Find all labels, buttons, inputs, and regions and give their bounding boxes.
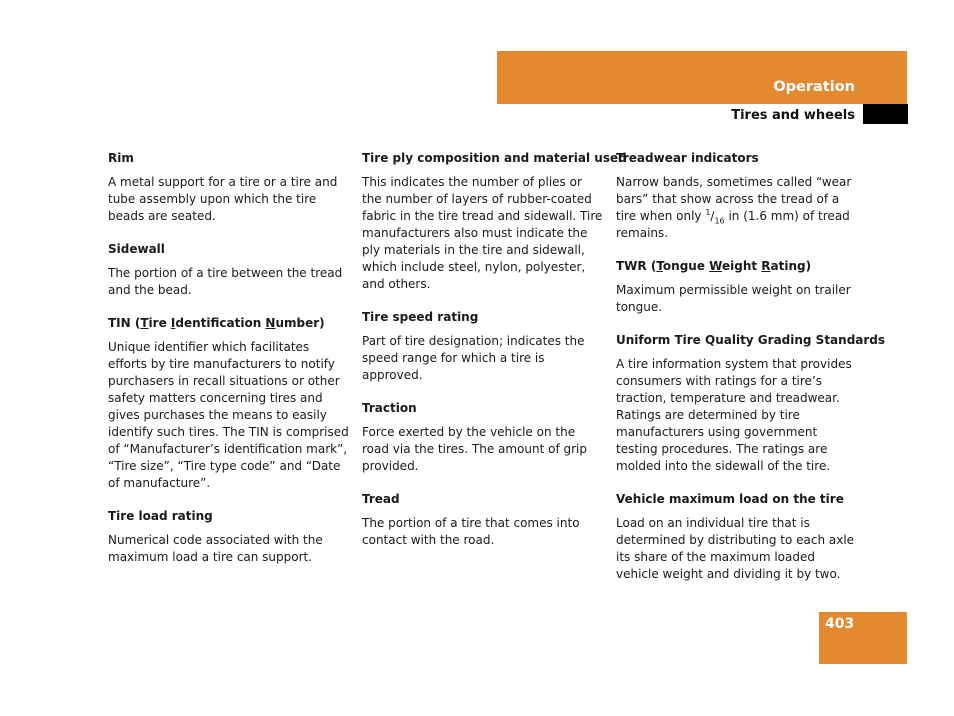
definition-treadwear-indicators <box>616 174 858 242</box>
term-tin-initial: I <box>170 316 176 330</box>
fraction-denominator: 16 <box>714 216 725 226</box>
term-utqgs: Uniform Tire Quality Grading Standards <box>616 333 886 347</box>
term-twr-initial: R <box>761 259 771 273</box>
term-treadwear-indicators: Treadwear indicators <box>616 151 759 165</box>
section-header-bar <box>497 51 907 104</box>
definition-text: in (1.6 mm) of tread remains. <box>616 209 850 240</box>
section-tab-marker <box>863 104 908 124</box>
term-rim: Rim <box>108 151 134 165</box>
definition-traction: Force exerted by the vehicle on the road via the tires. The amount of grip provided. <box>362 425 588 473</box>
term-tire-ply-composition: Tire ply composition and material used <box>362 151 627 165</box>
definition-twr: Maximum permissible weight on trailer tongue. <box>616 283 851 314</box>
glossary-column-1 <box>108 150 350 582</box>
fraction-slash: / <box>710 209 715 223</box>
definition-utqgs: A tire information system that provides consumers with ratings for a tire’s traction, temperature and treadwear. Ratings are determined by tire manufacturers using government testing procedures. The ratings are molded into the sidewall of the tire. <box>616 357 852 473</box>
term-twr-part: ating) <box>770 259 812 273</box>
glossary-column-3 <box>616 150 886 599</box>
subsection-title: Tires and wheels <box>731 108 855 123</box>
term-vehicle-maximum-load: Vehicle maximum load on the tire <box>616 492 844 506</box>
definition-tread: The portion of a tire that comes into contact with the road. <box>362 516 580 547</box>
term-tin <box>108 315 350 332</box>
definition-vehicle-maximum-load: Load on an individual tire that is determined by distributing to each axle its share of the maximum loaded vehicle weight and dividing it by two. <box>616 516 855 581</box>
fraction-numerator: 1 <box>705 208 711 217</box>
term-tin-part: dentification <box>175 316 266 330</box>
term-traction: Traction <box>362 401 417 415</box>
term-twr-part: eight <box>721 259 762 273</box>
page-number: 403 <box>825 616 855 632</box>
term-twr-part: TWR ( <box>616 259 657 273</box>
term-twr-part: ongue <box>662 259 710 273</box>
glossary-column-2 <box>362 150 627 565</box>
definition-text: Narrow bands, sometimes called “wear bars” that show across the tread of a tire when only <box>616 175 852 223</box>
definition-tin: Unique identifier which facilitates efforts by tire manufacturers to notify purchasers in recall situations or other safety matters concerning tires and gives purchases the means to easily identify such tires. The TIN is comprised of “Manufacturer’s identification mark”, “Tire size”, “Tire type code” and “Date of manufacture”. <box>108 340 349 490</box>
section-title: Operation <box>773 79 855 95</box>
definition-tire-speed-rating: Part of tire designation; indicates the speed range for which a tire is approved. <box>362 334 585 382</box>
term-tin-part: umber) <box>275 316 325 330</box>
page-number-box <box>819 612 907 664</box>
term-tin-part: ire <box>148 316 171 330</box>
definition-sidewall: The portion of a tire between the tread and the bead. <box>108 266 343 297</box>
definition-rim: A metal support for a tire or a tire and tube assembly upon which the tire beads are seated. <box>108 175 338 223</box>
term-twr-initial: W <box>709 259 722 273</box>
term-tin-part: TIN ( <box>108 316 141 330</box>
term-tin-initial: N <box>265 316 276 330</box>
term-tin-initial: T <box>140 316 149 330</box>
definition-tire-load-rating: Numerical code associated with the maximum load a tire can support. <box>108 533 323 564</box>
term-tread: Tread <box>362 492 400 506</box>
term-twr <box>616 258 858 275</box>
term-sidewall: Sidewall <box>108 242 165 256</box>
term-tire-speed-rating: Tire speed rating <box>362 310 479 324</box>
term-tire-load-rating: Tire load rating <box>108 509 213 523</box>
term-twr-initial: T <box>656 259 663 273</box>
definition-tire-ply-composition: This indicates the number of plies or the number of layers of rubber-coated fabric in the tire tread and sidewall. Tire manufacturers also must indicate the ply materials in the tire and sidewall, which include steel, nylon, polyester, and others. <box>362 175 603 291</box>
